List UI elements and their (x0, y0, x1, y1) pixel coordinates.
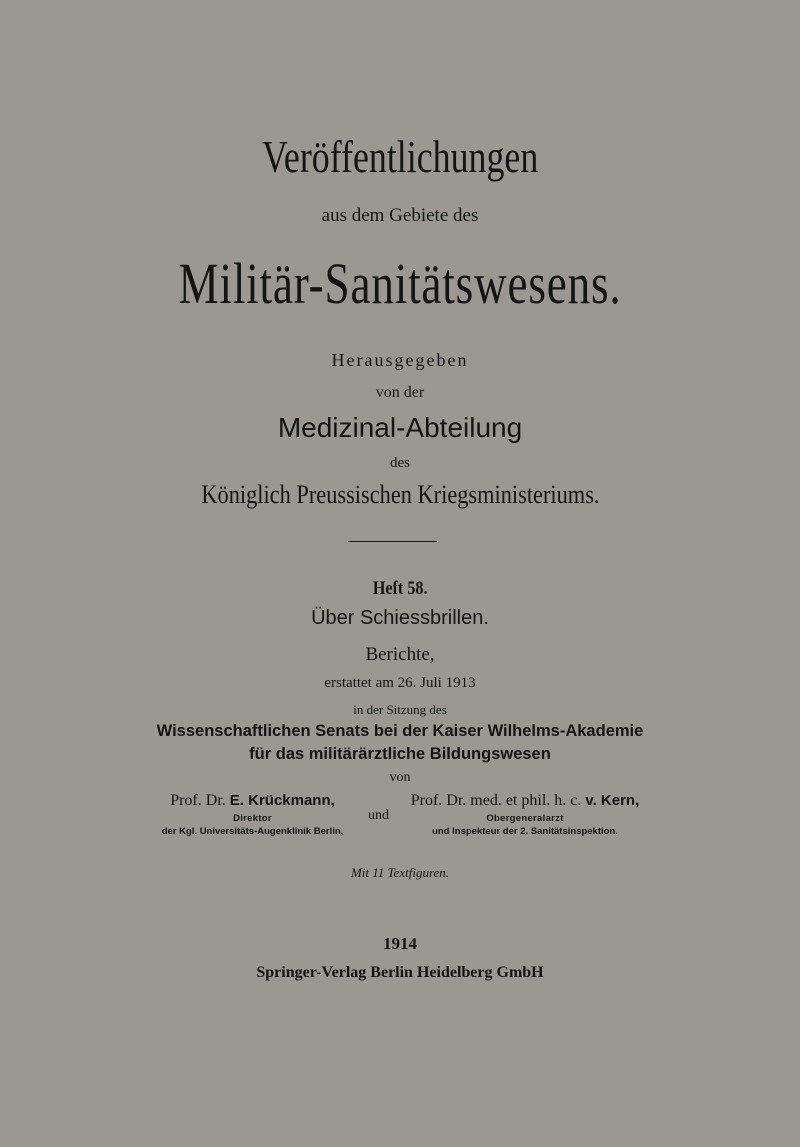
author-role: Obergeneralarzt (486, 813, 564, 824)
issue-number: Heft 58. (372, 578, 428, 599)
series-subtitle: aus dem Gebiete des (321, 205, 479, 226)
publisher-name: Springer-Verlag Berlin Heidelberg GmbH (256, 964, 544, 981)
author-name-line: Prof. Dr. med. et phil. h. c. v. Kern, (410, 792, 640, 809)
des-text: des (390, 455, 410, 471)
und-text: und (368, 808, 389, 823)
author-affiliation: und Inspekteur der 2. Sanitätsinspektion. (432, 826, 618, 837)
senate-line-1: Wissenschaftlichen Senats bei der Kaiser Wilhelms-Akademie (156, 722, 644, 740)
report-type: Berichte, (365, 644, 435, 665)
report-date: erstattet am 26. Juli 1913 (324, 675, 476, 691)
author-krueckmann (130, 792, 375, 837)
senate-line-2: für das militärärztliche Bildungswesen (249, 745, 551, 763)
figures-note: Mit 11 Textfiguren. (350, 865, 450, 880)
author-role: Direktor (233, 813, 272, 824)
von-text: von (389, 770, 411, 785)
author-kern (395, 792, 655, 837)
author-affiliation: der Kgl. Universitäts-Augenklinik Berlin, (161, 826, 344, 837)
ministry-name: Königlich Preussischen Kriegsministeriums. (200, 480, 600, 509)
publication-year: 1914 (383, 934, 417, 953)
editor-label: Herausgegeben (331, 350, 469, 370)
divider-rule (348, 541, 437, 542)
von-der-text: von der (375, 384, 425, 401)
main-title: Militär-Sanitätswesens. (178, 251, 622, 316)
department-name: Medizinal-Abteilung (277, 412, 523, 443)
session-text: in der Sitzung des (353, 702, 447, 717)
author-name-line: Prof. Dr. E. Krückmann, (170, 792, 335, 809)
issue-subject: Über Schiessbrillen. (311, 607, 489, 629)
series-title: Veröffentlichungen (261, 131, 539, 182)
